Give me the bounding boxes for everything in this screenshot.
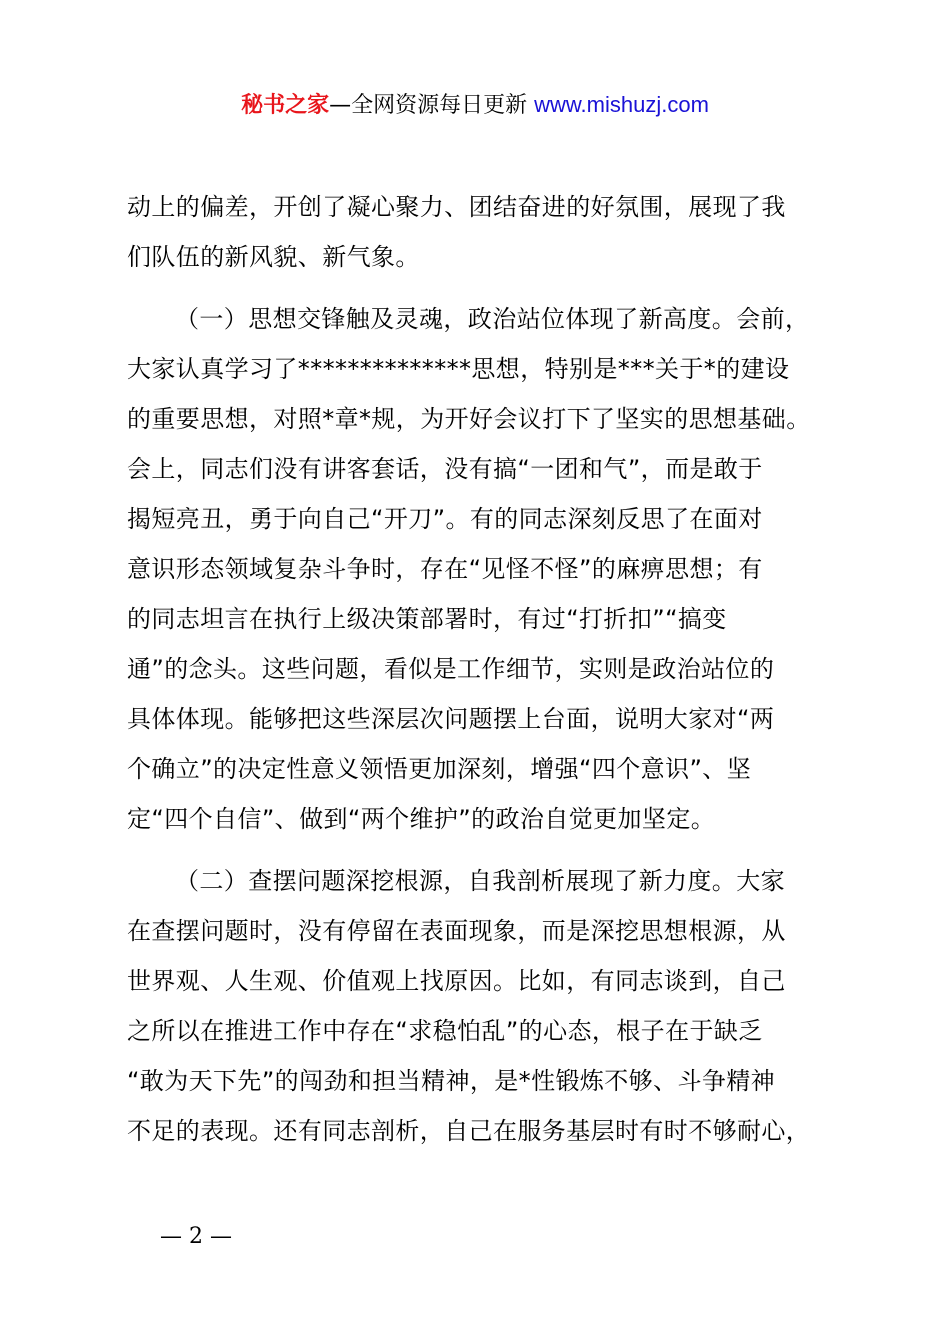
text-line: 定“四个自信”、做到“两个维护”的政治自觉更加坚定。 xyxy=(127,805,716,833)
document-body xyxy=(127,182,839,1156)
text-line: 通”的念头。这些问题，看似是工作细节，实则是政治站位的 xyxy=(127,655,775,683)
text-line: 的重要思想，对照*章*规，为开好会议打下了坚实的思想基础。 xyxy=(127,405,811,433)
text-line: 之所以在推进工作中存在“求稳怕乱”的心态，根子在于缺乏 xyxy=(127,1017,763,1045)
text-line: 揭短亮丑，勇于向自己“开刀”。有的同志深刻反思了在面对 xyxy=(127,505,763,533)
text-line: 个确立”的决定性意义领悟更加深刻，增强“四个意识”、坚 xyxy=(127,755,752,783)
text-line: 意识形态领域复杂斗争时，存在“见怪不怪”的麻痹思想；有 xyxy=(127,555,763,583)
text-line: “敢为天下先”的闯劲和担当精神，是*性锻炼不够、斗争精神 xyxy=(127,1067,776,1095)
site-header xyxy=(0,90,950,121)
text-line: 大家认真学习了**************思想，特别是***关于*的建设 xyxy=(127,355,790,383)
text-line: 们队伍的新风貌、新气象。 xyxy=(127,243,420,271)
text-line: 动上的偏差，开创了凝心聚力、团结奋进的好氛围，展现了我 xyxy=(127,193,786,221)
website-url[interactable]: www.mishuzj.com xyxy=(534,92,709,117)
text-line: 的同志坦言在执行上级决策部署时，有过“打折扣”“搞变 xyxy=(127,605,727,633)
text-line: （二）查摆问题深挖根源，自我剖析展现了新力度。大家 xyxy=(175,867,785,895)
paragraph xyxy=(127,856,839,1156)
paragraph xyxy=(127,294,839,844)
page-number: — 2 — xyxy=(160,1224,232,1249)
text-line: （一）思想交锋触及灵魂，政治站位体现了新高度。会前， xyxy=(175,305,810,333)
text-line: 具体体现。能够把这些深层次问题摆上台面，说明大家对“两 xyxy=(127,705,775,733)
header-slogan: —全网资源每日更新 xyxy=(329,93,535,118)
brand-name: 秘书之家 xyxy=(241,93,330,118)
text-line: 不足的表现。还有同志剖析，自己在服务基层时有时不够耐心， xyxy=(127,1117,811,1145)
text-line: 世界观、人生观、价值观上找原因。比如，有同志谈到，自己 xyxy=(127,967,786,995)
paragraph xyxy=(127,182,839,282)
text-line: 会上，同志们没有讲客套话，没有搞“一团和气”，而是敢于 xyxy=(127,455,763,483)
text-line: 在查摆问题时，没有停留在表面现象，而是深挖思想根源，从 xyxy=(127,917,786,945)
